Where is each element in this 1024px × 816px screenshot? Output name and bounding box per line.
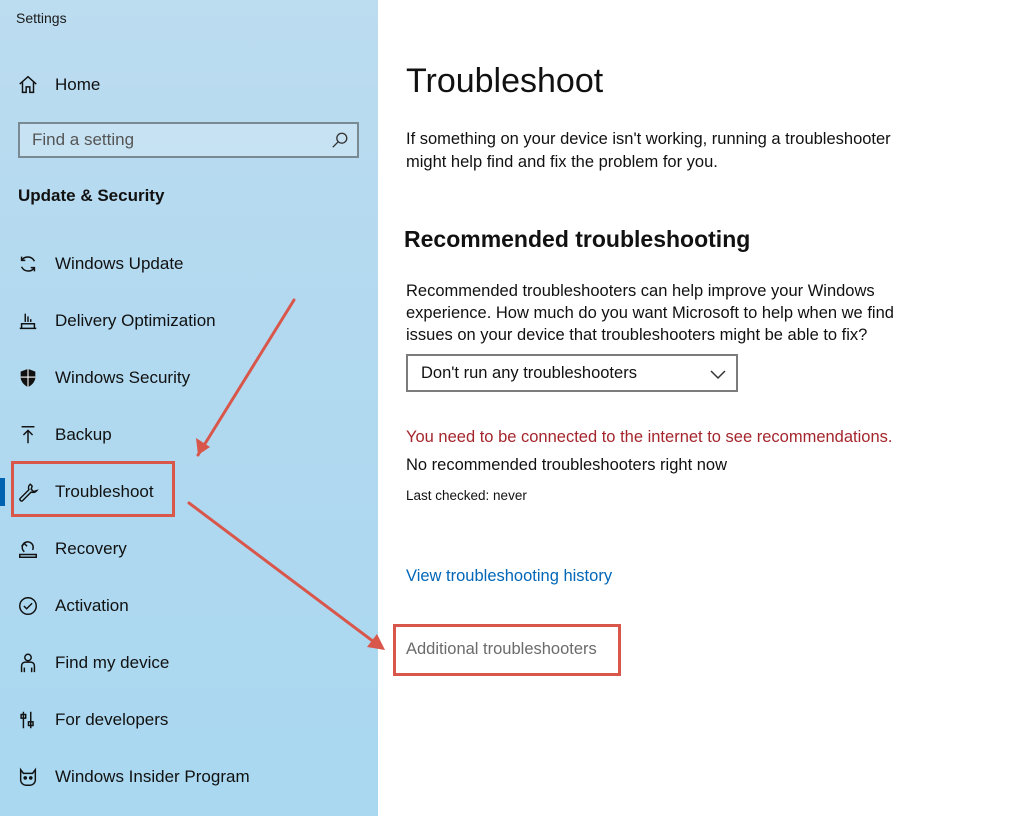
insider-cat-icon (16, 765, 40, 789)
sidebar-item-label: Troubleshoot (55, 482, 154, 501)
intro-text: If something on your device isn't working, running a troubleshooter might help find and fix the problem for you. (406, 130, 891, 171)
sidebar-item-label: Windows Security (55, 368, 191, 387)
connection-warning: You need to be connected to the internet to see recommendations. (406, 428, 893, 446)
sidebar-item-label: Delivery Optimization (55, 311, 216, 330)
additional-troubleshooters-highlight-box (393, 624, 621, 676)
home-label: Home (55, 75, 101, 94)
sidebar-item-windows-security[interactable] (0, 358, 378, 398)
sidebar-item-label: Find my device (55, 653, 170, 672)
sidebar-item-recovery[interactable] (0, 529, 378, 569)
sidebar-item-activation[interactable] (0, 586, 378, 626)
sidebar-item-label: Backup (55, 425, 112, 444)
section-title: Update & Security (18, 186, 165, 205)
chevron-down-icon (710, 367, 726, 381)
dropdown-selected-value: Don't run any troubleshooters (421, 364, 637, 382)
backup-arrow-icon (16, 423, 40, 447)
last-checked: Last checked: never (406, 488, 527, 503)
sidebar-item-find-my-device[interactable] (0, 643, 378, 683)
sidebar-item-delivery-optimization[interactable] (0, 301, 378, 341)
shield-icon (16, 366, 40, 390)
view-history-link[interactable]: View troubleshooting history (406, 567, 613, 585)
home-icon (16, 73, 40, 97)
developer-sliders-icon (16, 708, 40, 732)
sidebar-item-label: Activation (55, 596, 129, 615)
troubleshooter-preference-dropdown[interactable] (406, 354, 738, 392)
recovery-icon (16, 537, 40, 561)
check-circle-icon (16, 594, 40, 618)
sidebar-item-for-developers[interactable] (0, 700, 378, 740)
search-input[interactable] (20, 124, 320, 156)
sidebar (0, 0, 378, 816)
troubleshoot-highlight-box (11, 461, 175, 517)
sidebar-item-label: Windows Insider Program (55, 767, 250, 786)
sidebar-item-backup[interactable] (0, 415, 378, 455)
search-icon[interactable] (331, 131, 349, 149)
sidebar-item-windows-update[interactable] (0, 244, 378, 284)
sync-icon (16, 252, 40, 276)
app-title: Settings (16, 10, 67, 26)
recommended-description: Recommended troubleshooters can help improve your Windows experience. How much do you want Microsoft to help when we find issues on your device that troubleshooters might be able to fix? (406, 282, 894, 344)
search-box[interactable] (18, 122, 359, 158)
additional-troubleshooters-link[interactable]: Additional troubleshooters (406, 640, 597, 658)
sidebar-item-label: Recovery (55, 539, 127, 558)
main-content (378, 0, 1024, 816)
person-location-icon (16, 651, 40, 675)
page-title: Troubleshoot (406, 62, 604, 100)
sidebar-item-windows-insider-program[interactable] (0, 757, 378, 797)
selection-indicator (0, 478, 5, 506)
sidebar-item-label: Windows Update (55, 254, 184, 273)
delivery-optimization-icon (16, 309, 40, 333)
recommended-heading: Recommended troubleshooting (404, 226, 751, 252)
sidebar-item-label: For developers (55, 710, 169, 729)
recommendation-status: No recommended troubleshooters right now (406, 456, 728, 474)
home-link[interactable] (0, 68, 378, 102)
